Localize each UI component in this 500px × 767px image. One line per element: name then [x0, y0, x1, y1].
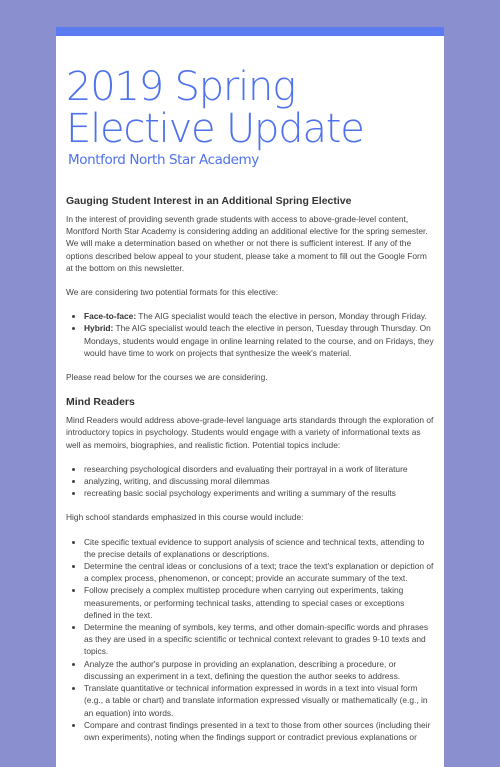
- list-item: • researching psychological disorders and evaluating their portrayal in a work of literature: [84, 463, 434, 475]
- list-item: [84, 322, 434, 359]
- newsletter-content: [66, 194, 434, 755]
- topics-list: [66, 463, 434, 500]
- section-heading-interest: Gauging Student Interest in an Additional Spring Elective: [66, 195, 352, 207]
- list-item: • Follow precisely a complex multistep procedure when carrying out experiments, taking measurements, or performing technical tasks, attending to special cases or exceptions defined in the text.: [84, 584, 434, 621]
- list-item: • Translate quantitative or technical information expressed in words in a text into visual form (e.g., a table or chart) and translate information expressed visually or mathematically (e.g., in an equation) into words.: [84, 682, 434, 719]
- list-item: [84, 310, 434, 322]
- title-line-2: Elective Update: [66, 106, 364, 152]
- list-item: • Determine the central ideas or conclusions of a text; trace the text's explanation or depiction of a complex process, phenomenon, or concept; provide an accurate summary of the text.: [84, 560, 434, 584]
- format-text: The AIG specialist would teach the elective in person, Tuesday through Thursday. On Mondays, students would engage in online learning related to the course, and on Fridays, they would have time to work on projects that synthesize the week's material.: [84, 323, 434, 358]
- formats-list: [66, 310, 434, 359]
- list-item: • Determine the meaning of symbols, key terms, and other domain-specific words and phrases as they are used in a specific scientific or technical context relevant to grades 9-10 texts and topics.: [84, 621, 434, 658]
- format-label: Hybrid:: [84, 323, 114, 334]
- format-label: Face-to-face:: [84, 311, 137, 322]
- format-text: The AIG specialist would teach the elective in person, Monday through Friday.: [136, 311, 427, 322]
- list-item: • Analyze the author's purpose in providing an explanation, describing a procedure, or discussing an experiment in a text, defining the question the author seeks to address.: [84, 658, 434, 682]
- newsletter-card: [56, 27, 444, 767]
- standards-list: [66, 536, 434, 743]
- standards-intro: High school standards emphasized in this course would include:: [66, 512, 304, 523]
- list-item: • analyzing, writing, and discussing moral dilemmas: [84, 475, 434, 487]
- courses-intro: Please read below for the courses we are considering.: [66, 372, 268, 383]
- newsletter-title: [66, 66, 436, 150]
- section-heading-mind-readers: Mind Readers: [66, 396, 135, 409]
- mind-readers-intro: Mind Readers would address above-grade-level language arts standards through the exploration of introductory topics in psychology. Students would engage with a variety of informational texts as well as memoirs, biographies, and realistic fiction. Potential topics include:: [66, 415, 434, 450]
- formats-intro: We are considering two potential formats for this elective:: [66, 287, 279, 298]
- title-line-1: 2019 Spring: [66, 64, 296, 110]
- intro-paragraph: In the interest of providing seventh grade students with access to above-grade-level content, Montford North Star Academy is considering adding an additional elective for the spring semester. We will make a determination based on whether or not there is sufficient interest. If any of the options described below appeal to your student, please take a moment to fill out the Google Form at the bottom on this newsletter.: [66, 214, 428, 273]
- school-name: Montford North Star Academy: [68, 152, 259, 168]
- list-item: • Cite specific textual evidence to support analysis of science and technical texts, attending to the precise details of explanations or descriptions.: [84, 536, 434, 560]
- list-item: • recreating basic social psychology experiments and writing a summary of the results: [84, 487, 434, 499]
- list-item: • Compare and contrast findings presented in a text to those from other sources (including their own experiments), noting when the findings support or contradict previous explanations or: [84, 719, 434, 743]
